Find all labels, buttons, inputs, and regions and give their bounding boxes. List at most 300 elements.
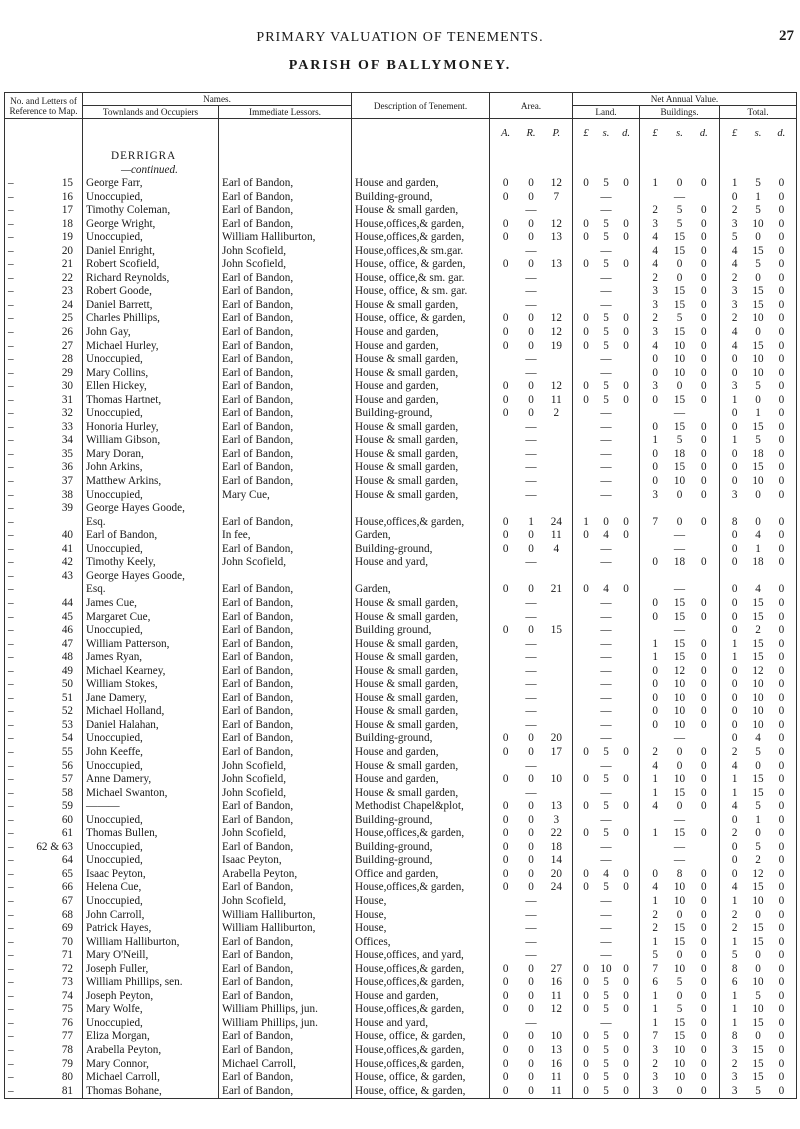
reference-number: 66 <box>61 881 73 894</box>
area-cell <box>490 394 573 408</box>
total-value-cell <box>720 218 797 232</box>
table-row <box>5 1085 797 1099</box>
buildings-value-cell <box>640 394 720 408</box>
map-reference <box>5 258 83 272</box>
buildings-value-cell <box>640 570 720 584</box>
map-reference <box>5 380 83 394</box>
map-reference <box>5 1058 83 1072</box>
reference-number: 19 <box>61 231 73 244</box>
reference-number: 46 <box>61 624 73 637</box>
area-cell <box>490 841 573 855</box>
total-value-cell <box>720 421 797 435</box>
map-reference <box>5 814 83 828</box>
total-value-cell-values: 1 5 0 <box>731 989 785 1002</box>
margin-dash: – <box>8 786 14 799</box>
margin-dash: – <box>8 326 14 339</box>
buildings-value-cell-values: 7 10 0 <box>652 962 707 975</box>
occupier-name: Mary Collins, <box>83 367 219 381</box>
tenement-description: House & small garden, <box>352 705 490 719</box>
map-reference <box>5 881 83 895</box>
tenement-description: House & small garden, <box>352 597 490 611</box>
map-reference <box>5 367 83 381</box>
reference-number: 32 <box>61 407 73 420</box>
buildings-value-cell <box>640 231 720 245</box>
area-cell <box>490 529 573 543</box>
total-value-cell <box>720 475 797 489</box>
margin-dash: – <box>8 339 14 352</box>
reference-number: 69 <box>61 922 73 935</box>
occupier-name: Unoccupied, <box>83 543 219 557</box>
land-value-cell-values: 0 5 0 <box>583 1071 629 1084</box>
reference-number: 42 <box>61 556 73 569</box>
occupier-name: Unoccupied, <box>83 895 219 909</box>
reference-number: 56 <box>61 759 73 772</box>
reference-number: 43 <box>61 569 73 582</box>
occupier-name: Jane Damery, <box>83 692 219 706</box>
map-reference <box>5 760 83 774</box>
tenement-description: House and garden, <box>352 340 490 354</box>
area-cell-values: 0 0 13 <box>502 231 562 244</box>
area-cell <box>490 407 573 421</box>
land-value-cell: — <box>573 665 640 679</box>
area-cell: — <box>490 719 573 733</box>
total-value-cell <box>720 258 797 272</box>
occupier-name: Michael Hurley, <box>83 340 219 354</box>
total-value-cell-values: 0 1 0 <box>731 542 785 555</box>
margin-dash: – <box>8 989 14 1002</box>
area-cell: — <box>490 421 573 435</box>
buildings-value-cell <box>640 936 720 950</box>
lessor-name: Earl of Bandon, <box>219 638 352 652</box>
occupier-name: Earl of Bandon, <box>83 529 219 543</box>
area-cell <box>490 177 573 191</box>
margin-dash: – <box>8 217 14 230</box>
total-value-cell <box>720 922 797 936</box>
tenement-description: House & small garden, <box>352 760 490 774</box>
area-cell <box>490 1044 573 1058</box>
area-cell <box>490 868 573 882</box>
total-value-cell-values: 0 1 0 <box>731 813 785 826</box>
buildings-value-cell-values: 4 0 0 <box>652 759 707 772</box>
total-value-cell <box>720 529 797 543</box>
margin-dash: – <box>8 258 14 271</box>
area-cell: — <box>490 787 573 801</box>
map-reference <box>5 827 83 841</box>
occupier-name: John Gay, <box>83 326 219 340</box>
map-reference <box>5 529 83 543</box>
area-cell-values: 0 0 20 <box>502 867 562 880</box>
land-value-cell: — <box>573 624 640 638</box>
map-reference <box>5 231 83 245</box>
land-value-cell <box>573 394 640 408</box>
parish-heading: PARISH OF BALLYMONEY. <box>288 58 512 73</box>
lessor-name: Earl of Bandon, <box>219 963 352 977</box>
tenement-description: Building-ground, <box>352 191 490 205</box>
area-cell <box>490 624 573 638</box>
area-cell <box>490 990 573 1004</box>
land-value-cell-values: 0 5 0 <box>583 177 629 189</box>
occupier-name: Daniel Halahan, <box>83 719 219 733</box>
land-value-cell: — <box>573 272 640 286</box>
total-value-cell-values: 5 0 0 <box>731 949 785 962</box>
buildings-value-cell: — <box>640 191 720 205</box>
tenement-description: House, office, & garden, <box>352 1030 490 1044</box>
margin-dash: – <box>8 745 14 758</box>
map-reference <box>5 272 83 286</box>
map-reference <box>5 773 83 787</box>
buildings-value-cell-values: 1 0 0 <box>652 989 707 1002</box>
occupier-name: Unoccupied, <box>83 760 219 774</box>
tenement-description: House, office, & garden, <box>352 1085 490 1099</box>
tenement-description: House and yard, <box>352 1017 490 1031</box>
area-cell <box>490 746 573 760</box>
total-value-cell-values: 2 5 0 <box>731 204 785 217</box>
tenement-description: House & small garden, <box>352 299 490 313</box>
reference-number: 58 <box>61 786 73 799</box>
total-value-cell <box>720 461 797 475</box>
tenement-description: House,offices,& garden, <box>352 881 490 895</box>
buildings-value-cell <box>640 177 720 191</box>
reference-number: 21 <box>61 258 73 271</box>
map-reference <box>5 475 83 489</box>
land-value-cell <box>573 773 640 787</box>
land-value-cell: — <box>573 678 640 692</box>
area-cell-values: 0 0 4 <box>502 542 560 555</box>
total-value-cell-values: 2 0 0 <box>731 271 785 284</box>
buildings-value-cell-values: 4 0 0 <box>652 800 707 813</box>
reference-number: 40 <box>61 529 73 542</box>
occupier-name: Unoccupied, <box>83 191 219 205</box>
margin-dash: – <box>8 949 14 962</box>
total-value-cell <box>720 881 797 895</box>
area-cell-values: 0 0 12 <box>502 1003 562 1016</box>
occupier-name: John Carroll, <box>83 909 219 923</box>
occupier-name: Eliza Morgan, <box>83 1030 219 1044</box>
area-cell <box>490 732 573 746</box>
table-row <box>5 868 797 882</box>
total-value-cell <box>720 285 797 299</box>
total-value-cell <box>720 502 797 516</box>
lessor-name <box>219 570 352 584</box>
land-value-cell <box>573 529 640 543</box>
occupier-name: William Stokes, <box>83 678 219 692</box>
total-value-cell-values: 3 15 0 <box>731 285 785 298</box>
margin-dash: – <box>8 867 14 880</box>
tenement-description: House,offices,& garden, <box>352 963 490 977</box>
table-row <box>5 285 797 299</box>
land-value-cell-values: 0 5 0 <box>583 312 629 325</box>
margin-dash: – <box>8 1057 14 1070</box>
total-value-cell-values: 4 15 0 <box>731 244 785 257</box>
margin-dash: – <box>8 773 14 786</box>
margin-dash: – <box>8 529 14 542</box>
margin-dash: – <box>8 285 14 298</box>
reference-number: 29 <box>61 366 73 379</box>
area-cell: — <box>490 922 573 936</box>
area-cell: — <box>490 611 573 625</box>
table-row <box>5 1003 797 1017</box>
lessor-name: Earl of Bandon, <box>219 719 352 733</box>
total-value-cell <box>720 326 797 340</box>
lessor-name: Earl of Bandon, <box>219 814 352 828</box>
land-value-cell <box>573 218 640 232</box>
reference-number: 25 <box>61 312 73 325</box>
buildings-value-cell-values: 2 0 0 <box>652 271 707 284</box>
total-value-cell <box>720 868 797 882</box>
buildings-value-cell <box>640 746 720 760</box>
buildings-value-cell-values: 1 0 0 <box>652 177 707 189</box>
map-reference <box>5 245 83 259</box>
table-row <box>5 692 797 706</box>
margin-dash: – <box>8 231 14 244</box>
occupier-name: Timothy Coleman, <box>83 204 219 218</box>
table-row <box>5 326 797 340</box>
lessor-name: Earl of Bandon, <box>219 1030 352 1044</box>
land-value-cell-values: 0 5 0 <box>583 800 629 813</box>
tenement-description: House & small garden, <box>352 611 490 625</box>
buildings-value-cell <box>640 705 720 719</box>
table-row <box>5 272 797 286</box>
map-reference <box>5 285 83 299</box>
tenement-description: House,offices,& sm.gar. <box>352 245 490 259</box>
map-reference <box>5 963 83 977</box>
buildings-value-cell-values: 0 10 0 <box>652 678 707 691</box>
reference-number: 23 <box>61 285 73 298</box>
lessor-name: Earl of Bandon, <box>219 475 352 489</box>
area-cell-values: 0 0 2 <box>502 407 560 420</box>
column-header-ref: No. and Letters of Reference to Map. <box>5 93 83 119</box>
reference-number: 38 <box>61 488 73 501</box>
map-reference <box>5 191 83 205</box>
map-reference <box>5 949 83 963</box>
lessor-name: Earl of Bandon, <box>219 732 352 746</box>
table-row <box>5 177 797 191</box>
reference-number: 31 <box>61 393 73 406</box>
total-value-cell <box>720 963 797 977</box>
lessor-name: Earl of Bandon, <box>219 881 352 895</box>
land-value-cell: — <box>573 434 640 448</box>
occupier-name: Helena Cue, <box>83 881 219 895</box>
total-value-cell-values: 0 4 0 <box>731 529 785 542</box>
lessor-name: John Scofield, <box>219 245 352 259</box>
lessor-name: Earl of Bandon, <box>219 326 352 340</box>
margin-dash: – <box>8 624 14 637</box>
area-cell-values: 0 0 11 <box>502 393 562 406</box>
total-value-cell-values: 3 15 0 <box>731 1071 785 1084</box>
occupier-name: Unoccupied, <box>83 407 219 421</box>
area-cell: — <box>490 367 573 381</box>
buildings-value-cell <box>640 448 720 462</box>
table-row <box>5 570 797 584</box>
map-reference <box>5 638 83 652</box>
area-cell-values: 0 0 12 <box>502 177 562 189</box>
reference-number: 27 <box>61 339 73 352</box>
buildings-value-cell <box>640 421 720 435</box>
table-body <box>5 119 797 1099</box>
land-value-cell <box>573 502 640 516</box>
total-value-cell <box>720 1030 797 1044</box>
tenement-description: House and garden, <box>352 380 490 394</box>
occupier-name: Michael Holland, <box>83 705 219 719</box>
total-value-cell <box>720 299 797 313</box>
reference-number: 75 <box>61 1003 73 1016</box>
area-cell-values: 0 0 3 <box>502 813 560 826</box>
total-value-cell-values: 0 2 0 <box>731 854 785 867</box>
area-cell <box>490 1030 573 1044</box>
land-value-cell <box>573 1085 640 1099</box>
buildings-value-cell-values: 0 10 0 <box>652 718 707 731</box>
tenement-description: Garden, <box>352 583 490 597</box>
lessor-name: Earl of Bandon, <box>219 990 352 1004</box>
occupier-name: Unoccupied, <box>83 854 219 868</box>
land-value-cell <box>573 990 640 1004</box>
lessor-name: Earl of Bandon, <box>219 597 352 611</box>
total-value-cell <box>720 448 797 462</box>
total-value-cell <box>720 976 797 990</box>
buildings-value-cell-values: 0 15 0 <box>652 420 707 433</box>
total-value-cell <box>720 854 797 868</box>
buildings-value-cell <box>640 285 720 299</box>
area-cell: — <box>490 1017 573 1031</box>
buildings-value-cell-values: 4 0 0 <box>652 258 707 271</box>
lessor-name: John Scofield, <box>219 895 352 909</box>
area-cell: — <box>490 705 573 719</box>
area-cell <box>490 258 573 272</box>
total-value-cell <box>720 556 797 570</box>
margin-dash: – <box>8 908 14 921</box>
margin-dash: – <box>8 732 14 745</box>
land-value-cell: — <box>573 760 640 774</box>
buildings-value-cell <box>640 881 720 895</box>
tenement-description: House & small garden, <box>352 367 490 381</box>
occupier-name: Esq. <box>83 516 219 530</box>
land-value-cell: — <box>573 651 640 665</box>
land-value-cell: — <box>573 475 640 489</box>
buildings-value-cell-values: 3 10 0 <box>652 1044 707 1056</box>
total-value-cell <box>720 191 797 205</box>
buildings-value-cell-values: 1 15 0 <box>652 637 707 650</box>
tenement-description: House, office,& sm. gar. <box>352 272 490 286</box>
buildings-units: £ s. d. <box>652 128 708 139</box>
area-cell <box>490 773 573 787</box>
map-reference <box>5 651 83 665</box>
table-row <box>5 814 797 828</box>
occupier-name: Margaret Cue, <box>83 611 219 625</box>
reference-number: 74 <box>61 989 73 1002</box>
reference-number: 26 <box>61 326 73 339</box>
buildings-value-cell <box>640 976 720 990</box>
area-cell <box>490 814 573 828</box>
table-row <box>5 678 797 692</box>
margin-dash: – <box>8 759 14 772</box>
reference-number: 16 <box>61 190 73 203</box>
total-value-cell-values: 1 0 0 <box>731 393 785 406</box>
occupier-name: Charles Phillips, <box>83 312 219 326</box>
total-value-cell-values: 1 15 0 <box>731 1016 785 1029</box>
table-row <box>5 990 797 1004</box>
buildings-value-cell <box>640 1044 720 1058</box>
total-value-cell <box>720 678 797 692</box>
buildings-value-cell-values: 4 10 0 <box>652 881 707 894</box>
land-value-cell <box>573 258 640 272</box>
map-reference <box>5 841 83 855</box>
land-value-cell-values: 0 5 0 <box>583 1084 629 1097</box>
land-value-cell <box>573 963 640 977</box>
land-value-cell: — <box>573 597 640 611</box>
buildings-value-cell <box>640 1030 720 1044</box>
total-value-cell <box>720 732 797 746</box>
total-value-cell-values: 1 15 0 <box>731 935 785 948</box>
margin-dash: – <box>8 312 14 325</box>
table-row <box>5 1017 797 1031</box>
buildings-value-cell <box>640 299 720 313</box>
land-value-cell: — <box>573 841 640 855</box>
land-value-cell: — <box>573 191 640 205</box>
total-value-cell-values: 0 10 0 <box>731 691 785 704</box>
area-cell-values: 0 0 22 <box>502 827 562 840</box>
total-value-cell <box>720 245 797 259</box>
reference-number: 34 <box>61 434 73 447</box>
land-value-cell-values: 0 5 0 <box>583 976 629 989</box>
area-cell: — <box>490 272 573 286</box>
occupier-name: Daniel Enright, <box>83 245 219 259</box>
table-row <box>5 624 797 638</box>
reference-number: 81 <box>61 1084 73 1097</box>
table-row <box>5 719 797 733</box>
area-cell-values: 0 0 11 <box>502 529 562 542</box>
area-cell <box>490 543 573 557</box>
lessor-name: John Scofield, <box>219 556 352 570</box>
lessor-name: Earl of Bandon, <box>219 285 352 299</box>
map-reference <box>5 854 83 868</box>
land-value-cell: — <box>573 814 640 828</box>
area-cell-values: 0 0 27 <box>502 962 562 975</box>
table-row <box>5 489 797 503</box>
buildings-value-cell <box>640 380 720 394</box>
total-value-cell <box>720 611 797 625</box>
land-value-cell <box>573 326 640 340</box>
buildings-value-cell <box>640 434 720 448</box>
total-value-cell <box>720 340 797 354</box>
tenement-description: House and garden, <box>352 177 490 191</box>
tenement-description: House & small garden, <box>352 353 490 367</box>
table-row <box>5 543 797 557</box>
total-value-cell <box>720 651 797 665</box>
reference-number: 76 <box>61 1016 73 1029</box>
total-value-cell-values: 4 5 0 <box>731 258 785 271</box>
margin-dash: – <box>8 1030 14 1043</box>
buildings-value-cell-values: 3 15 0 <box>652 285 707 298</box>
buildings-value-cell-values: 3 0 0 <box>652 488 707 501</box>
total-value-cell-values: 1 10 0 <box>731 894 785 907</box>
land-value-cell: — <box>573 638 640 652</box>
land-value-cell <box>573 1003 640 1017</box>
buildings-value-cell <box>640 868 720 882</box>
reference-number: 64 <box>61 854 73 867</box>
map-reference <box>5 1085 83 1099</box>
buildings-value-cell-values: 1 15 0 <box>652 827 707 840</box>
tenement-description: House & small garden, <box>352 719 490 733</box>
occupier-name: Robert Scofield, <box>83 258 219 272</box>
buildings-value-cell <box>640 597 720 611</box>
reference-number: 15 <box>61 177 73 189</box>
area-cell-values: 0 0 13 <box>502 1044 562 1056</box>
buildings-value-cell <box>640 611 720 625</box>
buildings-value-cell-values: 0 8 0 <box>652 867 707 880</box>
land-value-cell: — <box>573 895 640 909</box>
buildings-value-cell-values: 0 15 0 <box>652 596 707 609</box>
total-value-cell <box>720 827 797 841</box>
